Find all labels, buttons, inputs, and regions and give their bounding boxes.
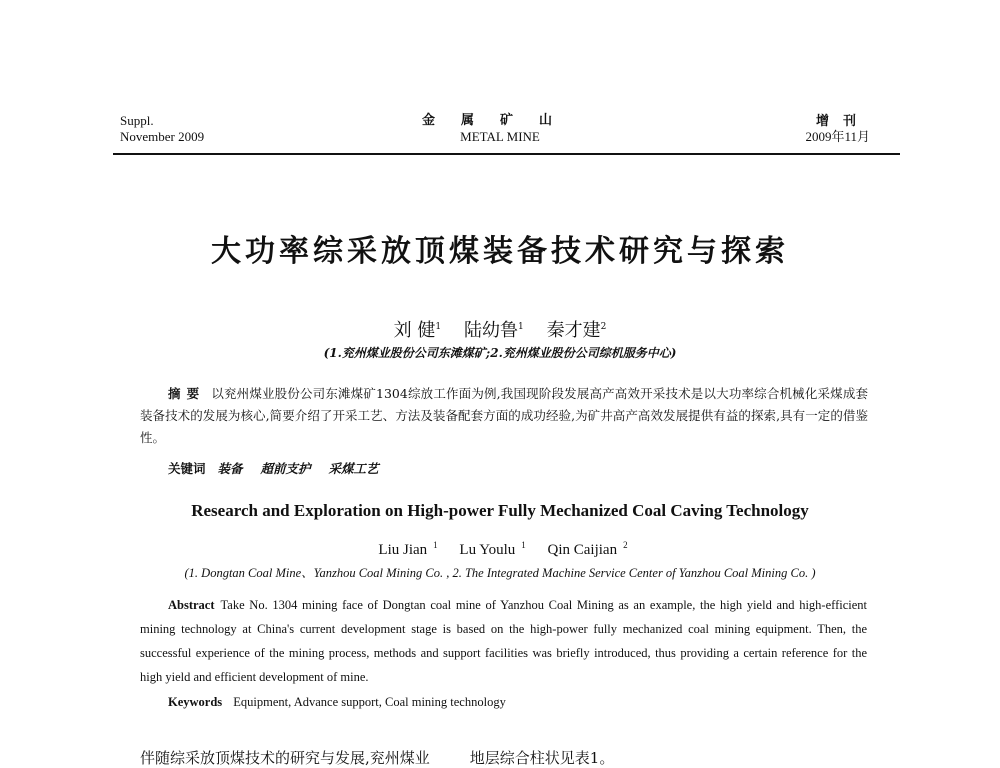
journal-name-cn: 金属矿山 xyxy=(421,113,578,128)
keywords-label-cn: 关键词 xyxy=(168,461,206,476)
paper-title-cn: 大功率综采放顶煤装备技术研究与探索 xyxy=(211,234,789,269)
keywords-text-en: Equipment, Advance support, Coal mining technology xyxy=(233,695,506,709)
body-text-fragment xyxy=(140,747,614,768)
abstract-en xyxy=(140,593,867,689)
abstract-label-en: Abstract xyxy=(168,598,215,612)
header-suppl: Suppl. xyxy=(120,113,154,128)
keyword-cn: 采煤工艺 xyxy=(328,461,379,476)
header-date-en: November 2009 xyxy=(120,129,205,144)
abstract-label-cn: 摘要 xyxy=(168,386,206,401)
header-date-cn: 2009年11月 xyxy=(805,129,870,144)
header-center xyxy=(400,113,600,145)
keyword-cn: 超前支护 xyxy=(260,461,311,476)
keywords-en xyxy=(168,695,506,710)
header-right xyxy=(805,113,870,145)
abstract-cn xyxy=(140,383,868,449)
header-left xyxy=(120,113,204,145)
affiliation-cn: (1.兖州煤业股份公司东滩煤矿;2.兖州煤业股份公司综机服务中心) xyxy=(323,346,677,360)
body-text-left: 伴随综采放顶煤技术的研究与发展,兖州煤业 xyxy=(140,749,430,767)
keywords-cn xyxy=(168,460,393,478)
authors-en xyxy=(100,540,900,559)
affiliation-en: (1. Dongtan Coal Mine、Yanzhou Coal Mining Co. , 2. The Integrated Machine Service Center of Yanzhou Coal Mining Co. ) xyxy=(184,566,816,580)
author-en: Liu Jian $^1$ xyxy=(378,540,438,558)
author-en: Lu Youlu $^1$ xyxy=(459,540,526,558)
author-cn: 秦才建$^2$ xyxy=(546,320,607,341)
keyword-cn: 装备 xyxy=(217,461,243,476)
abstract-text-cn: 以兖州煤业股份公司东滩煤矿1304综放工作面为例,我国现阶段发展高产高效开采技术是以大功率综合机械化采煤成套装备技术的发展为核心,简要介绍了开采工艺、方法及装备配套方面的成功经验,为矿井高产高效发展提供有益的探索,具有一定的借鉴性。 xyxy=(140,386,868,445)
paper-title-en: Research and Exploration on High-power Fully Mechanized Coal Caving Technology xyxy=(191,501,809,520)
header-rule xyxy=(113,153,900,155)
keywords-label-en: Keywords xyxy=(168,695,223,709)
author-cn: 陆幼鲁$^1$ xyxy=(464,320,524,341)
body-text-right: 地层综合柱状见表1。 xyxy=(469,749,615,767)
author-cn: 刘 健$^1$ xyxy=(393,320,442,341)
author-en: Qin Caijian $^2$ xyxy=(547,540,628,558)
header-supplement-cn: 增刊 xyxy=(815,113,870,128)
abstract-text-en: Take No. 1304 mining face of Dongtan coal mine of Yanzhou Coal Mining as an example, the high yield and high-efficient mining technology at China's current development stage is based on the high-power fully mechanized coal mining equipment. Then, the successful experience of the mining process, methods and support facilities was briefly introduced, thus providing a certain reference for the high yield and efficient development of mine. xyxy=(140,598,867,684)
authors-cn xyxy=(100,316,900,342)
journal-name-en: METAL MINE xyxy=(460,129,540,144)
